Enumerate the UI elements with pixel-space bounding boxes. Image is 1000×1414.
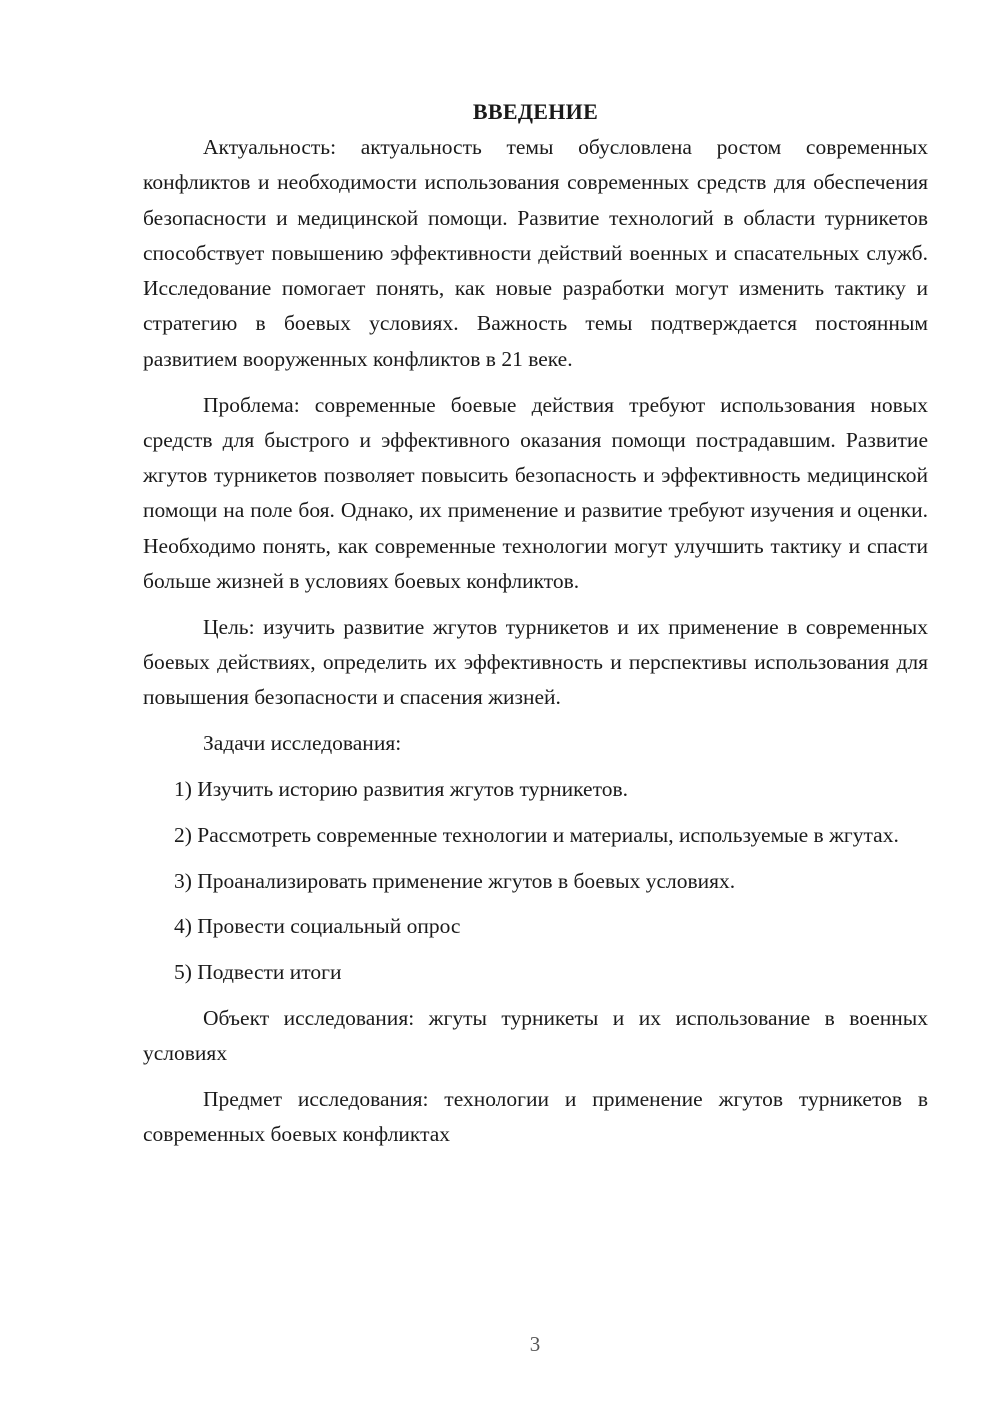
task-item: 5) Подвести итоги (174, 960, 342, 985)
paragraph-object: Объект исследования: жгуты турникеты и их использование в военных условиях (143, 1006, 928, 1066)
paragraph-tasks-heading: Задачи исследования: (203, 731, 402, 756)
paragraph-subject: Предмет исследования: технологии и применение жгутов турникетов в современных боевых конфликтах (143, 1087, 928, 1147)
paragraph-goal: Цель: изучить развитие жгутов турникетов и их применение в современных боевых действиях, определить их эффективность и перспективы использования для повышения безопасности и спасения жизней. (143, 614, 928, 710)
paragraph-relevance: Актуальность: актуальность темы обусловлена ростом современных конфликтов и необходимости использования современных средств для обеспечения безопасности и медицинской помощи. Развитие технологий в области турникетов способствует повышению эффективности действий военных и спасательных служб. Исследование помогает понять, как новые разработки могут изменить тактику и стратегию в боевых условиях. Важность темы подтверждается постоянным развитием вооруженных конфликтов в 21 веке. (143, 135, 928, 371)
document-title: ВВЕДЕНИЕ (472, 99, 599, 124)
task-item: 4) Провести социальный опрос (174, 914, 461, 939)
page-number: 3 (529, 1332, 541, 1356)
task-item: 1) Изучить историю развития жгутов турникетов. (174, 777, 628, 802)
task-item: 3) Проанализировать применение жгутов в боевых условиях. (174, 868, 736, 893)
paragraph-problem: Проблема: современные боевые действия требуют использования новых средств для быстрого и эффективного оказания помощи пострадавшим. Развитие жгутов турникетов позволяет повысить безопасность и эффективность медицинской помощи на поле боя. Однако, их применение и развитие требуют изучения и оценки. Необходимо понять, как современные технологии могут улучшить тактику и спасти больше жизней в условиях боевых конфликтов. (143, 392, 928, 594)
document-page (143, 94, 928, 1163)
task-item: 2) Рассмотреть современные технологии и материалы, используемые в жгутах. (174, 822, 899, 847)
